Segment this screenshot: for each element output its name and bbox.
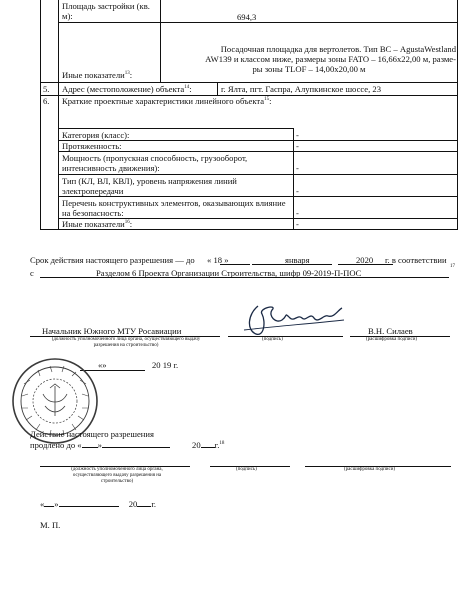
validity-prefix: Срок действия настоящего разрешения — до: [30, 255, 195, 265]
signer-position: Начальник Южного МТУ Росавиации: [42, 326, 182, 336]
validity-with: с: [30, 268, 34, 278]
linear-row-category-value: -: [296, 130, 299, 140]
other-indicators-label: Иные показатели$^{13}$:: [62, 70, 133, 80]
row-5-label: Адрес (местоположение) объекта$^{14}$:: [62, 84, 192, 94]
linear-row-elements: Перечень конструктивных элементов, оказывающих влияние на безопасность:: [62, 198, 286, 218]
linear-row-voltage-value: -: [296, 186, 299, 196]
signature-date-year: 20 19 г.: [152, 360, 179, 370]
extension-sign-caption: (подпись): [236, 467, 257, 472]
linear-row-category: Категория (класс):: [62, 130, 130, 140]
signature-date-day: «»: [98, 360, 107, 370]
validity-day: « 18 »: [207, 255, 229, 265]
linear-row-other: Иные показатели$^{16}$:: [62, 219, 133, 229]
handwritten-signature: [238, 300, 348, 340]
signer-sign-caption: (подпись): [262, 337, 283, 342]
extension-date: « » 20 г.: [40, 499, 157, 509]
row-6-label: Краткие проектные характеристики линейного объекта$^{15}$:: [62, 96, 272, 106]
validity-suffix: г. в соответствии: [385, 255, 447, 265]
area-label: Площадь застройки (кв. м):: [62, 1, 150, 21]
linear-row-other-value: -: [296, 219, 299, 229]
stamp-placeholder-mp: М. П.: [40, 520, 61, 530]
validity-sup: 17: [450, 264, 455, 269]
other-value-line-1: Посадочная площадка для вертолетов. Тип ВС – AgustaWestland: [220, 44, 456, 54]
validity-basis: Разделом 6 Проекта Организации Строительства, шифр 09-2019-П-ПОС: [96, 268, 362, 278]
area-value: 694,3: [237, 12, 257, 22]
linear-row-capacity-value: -: [296, 163, 299, 173]
row-6-number: 6.: [43, 96, 50, 106]
linear-row-voltage: Тип (КЛ, ВЛ, КВЛ), уровень напряжения линий электропередачи: [62, 176, 237, 196]
other-value-line-2: AW139 и классом ниже, размеры зоны FATO – 16,66х22,00 м, разме-: [205, 54, 456, 64]
extension-position-caption: (должность уполномоченного лица органа, осуществляющего выдачу разрешения на строительство): [71, 467, 163, 484]
linear-row-elements-value: -: [296, 208, 299, 218]
linear-row-capacity: Мощность (пропускная способность, грузооборот, интенсивность движения):: [62, 153, 248, 173]
other-indicators-value: [162, 44, 456, 74]
other-value-line-3: ры зоны TLOF – 14,00х20,00 м: [252, 64, 366, 74]
signer-position-caption: (должность уполномоченного лица органа, осуществляющего выдачу разрешения на строительство): [51, 337, 201, 348]
linear-row-length: Протяженность:: [62, 141, 122, 151]
extension-line-1: Действие настоящего разрешения: [30, 429, 154, 439]
row-5-value: г. Ялта, пгт. Гаспра, Алупкинское шоссе, 23: [221, 84, 382, 94]
extension-name-caption: (расшифровка подписи): [344, 467, 396, 472]
linear-row-length-value: -: [296, 141, 299, 151]
signer-name: В.Н. Силаев: [368, 326, 413, 336]
validity-month: января: [285, 255, 310, 265]
signer-name-caption: (расшифровка подписи): [366, 337, 418, 342]
extension-line-2: продлено до « » 20 г.$^{18}$: [30, 440, 225, 450]
validity-year: 2020: [356, 255, 374, 265]
row-5-number: 5.: [43, 84, 50, 94]
